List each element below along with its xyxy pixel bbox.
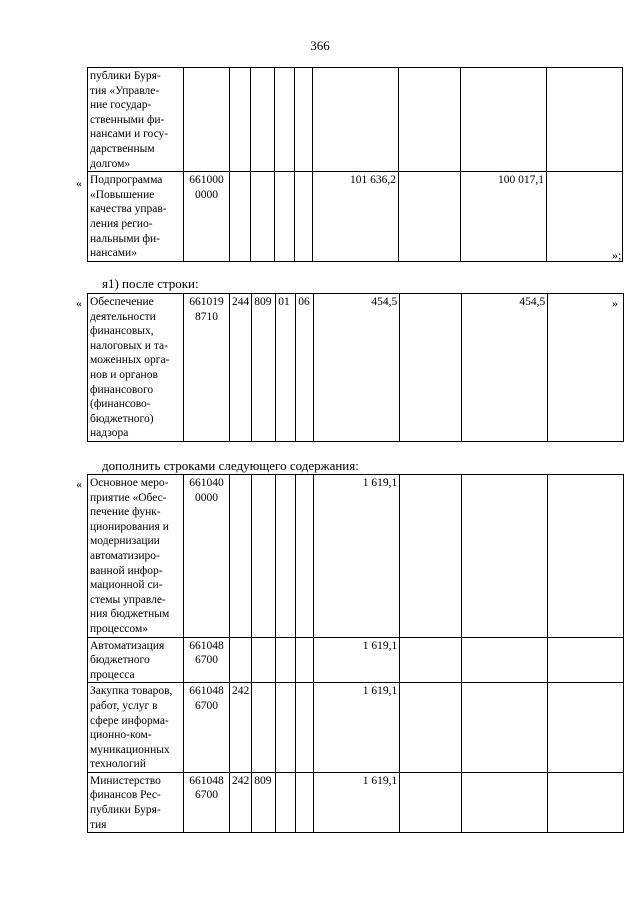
row-empty-cell — [548, 637, 624, 683]
name_lines-line: ванной инфор- — [90, 564, 163, 577]
row-value-2-cell: 100 017,1 — [461, 172, 547, 262]
row-empty-cell — [400, 294, 462, 442]
code_lines-line: 6700 — [195, 699, 218, 712]
name_lines-line: печение функ- — [90, 506, 161, 519]
name_lines-line: качества управ- — [90, 203, 167, 216]
row-c2-cell: 809 — [252, 294, 276, 442]
name_lines-line: нансами» — [90, 247, 137, 260]
row-value-2-cell — [462, 475, 548, 638]
code_lines-line: 6700 — [195, 789, 218, 802]
name_lines-line: дарственным — [90, 142, 155, 155]
table-row — [88, 637, 624, 683]
row-c1-cell — [230, 68, 251, 172]
name_lines-line: бюджетного) — [90, 412, 154, 425]
row-c4-cell — [296, 637, 314, 683]
row-name-cell — [88, 294, 184, 442]
quote-close-semicolon: »; — [612, 248, 622, 262]
table-row — [88, 475, 624, 638]
row-name-cell — [88, 772, 184, 832]
row-name-cell — [88, 68, 184, 172]
name_lines-line: процессом» — [90, 622, 148, 635]
name_lines-line: ние государ- — [90, 99, 152, 112]
code_lines-line: 661019 — [189, 296, 224, 308]
row-value-1-cell: 1 619,1 — [314, 683, 400, 773]
row-c4-cell — [295, 172, 313, 262]
row-c3-cell — [275, 68, 295, 172]
code_lines-line: 661040 — [189, 477, 224, 489]
code_lines-line: 8710 — [195, 310, 218, 323]
code_lines-line: 661048 — [189, 639, 224, 652]
name_lines-line: работ, услуг в — [90, 699, 158, 712]
name_lines-line: муникационных — [90, 743, 170, 756]
row-value-2-cell — [462, 683, 548, 773]
row-empty-cell — [547, 68, 623, 172]
row-c3-cell — [276, 683, 296, 773]
row-c4-cell — [296, 683, 314, 773]
after-row-text: я1) после строки: — [102, 276, 199, 291]
quote-open-2: « — [76, 296, 82, 310]
row-c3-cell — [275, 172, 295, 262]
name_lines-line: ционно-ком- — [90, 729, 152, 742]
row-name-cell — [88, 637, 184, 683]
name_lines-line: сфере информа- — [90, 714, 169, 727]
name_lines-line: мационной си- — [90, 579, 163, 592]
code_lines-line: 661000 — [189, 174, 224, 187]
name_lines-line: Закупка товаров, — [90, 685, 173, 698]
row-value-1-cell: 1 619,1 — [314, 475, 400, 638]
table-row — [88, 683, 624, 773]
name_lines-line: автоматизиро- — [90, 549, 160, 562]
row-c3-cell: 01 — [276, 294, 296, 442]
add-rows-text: дополнить строками следующего содержания: — [102, 458, 359, 473]
row-value-2-cell: 454,5 — [462, 294, 548, 442]
table-row — [88, 294, 624, 442]
name_lines-line: моженных орга- — [90, 354, 170, 367]
row-c2-cell — [251, 68, 275, 172]
name_lines-line: ления регио- — [90, 217, 153, 230]
row-c4-cell — [296, 772, 314, 832]
row-c1-cell: 244 — [230, 294, 252, 442]
row-code-cell — [184, 772, 230, 832]
name_lines-line: нансами и госу- — [90, 128, 169, 141]
row-c2-cell — [252, 637, 276, 683]
row-c1-cell: 242 — [230, 683, 252, 773]
row-value-2-cell — [462, 772, 548, 832]
name_lines-line: налоговых и та- — [90, 339, 168, 352]
row-empty-cell — [548, 683, 624, 773]
row-empty-cell — [548, 475, 624, 638]
row-value-1-cell: 101 636,2 — [313, 172, 399, 262]
name_lines-line: Министерство — [90, 774, 161, 787]
row-empty-cell — [399, 68, 461, 172]
budget-table-1 — [87, 67, 623, 262]
row-code-cell — [184, 172, 230, 262]
row-value-1-cell: 454,5 — [314, 294, 400, 442]
name_lines-line: деятельности — [90, 310, 156, 323]
row-value-2-cell — [461, 68, 547, 172]
row-empty-cell — [400, 772, 462, 832]
name_lines-line: долгом» — [90, 157, 131, 170]
name_lines-line: тия «Управле- — [90, 84, 160, 97]
name_lines-line: Обеспечение — [90, 296, 154, 308]
row-c4-cell — [295, 68, 313, 172]
quote-close-2: » — [612, 296, 618, 310]
row-value-2-cell — [462, 637, 548, 683]
name_lines-line: «Повышение — [90, 188, 155, 201]
page-number: 366 — [310, 38, 330, 53]
row-c2-cell — [252, 475, 276, 638]
name_lines-line: нальными фи- — [90, 232, 160, 245]
row-name-cell — [88, 683, 184, 773]
name_lines-line: публики Буря- — [90, 70, 161, 82]
name_lines-line: (финансово- — [90, 398, 151, 411]
name_lines-line: надзора — [90, 427, 129, 440]
row-empty-cell — [400, 475, 462, 638]
row-name-cell — [88, 475, 184, 638]
budget-table-3 — [87, 474, 624, 833]
row-value-1-cell: 1 619,1 — [314, 637, 400, 683]
table-row — [88, 68, 623, 172]
name_lines-line: ния бюджетным — [90, 608, 170, 621]
row-empty-cell — [400, 683, 462, 773]
code_lines-line: 0000 — [195, 491, 218, 504]
code_lines-line: 661048 — [189, 774, 224, 787]
name_lines-line: публики Буря- — [90, 804, 161, 817]
name_lines-line: процесса — [90, 668, 135, 681]
budget-table-2 — [87, 293, 624, 442]
name_lines-line: стемы управле- — [90, 593, 166, 606]
name_lines-line: ционирования и — [90, 520, 169, 533]
name_lines-line: финансового — [90, 383, 154, 396]
row-c2-cell: 809 — [252, 772, 276, 832]
row-code-cell — [184, 475, 230, 638]
row-code-cell — [184, 68, 230, 172]
row-code-cell — [184, 683, 230, 773]
row-empty-cell — [548, 772, 624, 832]
row-c4-cell — [296, 475, 314, 638]
row-c1-cell — [230, 637, 252, 683]
quote-open-1: « — [76, 176, 82, 190]
table-row — [88, 772, 624, 832]
name_lines-line: Подпрограмма — [90, 174, 163, 187]
row-c1-cell — [230, 475, 252, 638]
table-row — [88, 172, 623, 262]
row-empty-cell — [400, 637, 462, 683]
name_lines-line: Автоматизация — [90, 639, 165, 652]
row-c1-cell: 242 — [230, 772, 252, 832]
name_lines-line: бюджетного — [90, 654, 150, 667]
row-empty-cell — [548, 294, 624, 442]
row-name-cell — [88, 172, 184, 262]
row-code-cell — [184, 294, 230, 442]
row-c3-cell — [276, 475, 296, 638]
row-c2-cell — [251, 172, 275, 262]
row-code-cell — [184, 637, 230, 683]
name_lines-line: тия — [90, 818, 107, 831]
code_lines-line: 0000 — [195, 188, 218, 201]
row-c3-cell — [276, 637, 296, 683]
name_lines-line: Основное меро- — [90, 477, 169, 489]
name_lines-line: приятие «Обес- — [90, 491, 167, 504]
row-c3-cell — [276, 772, 296, 832]
name_lines-line: модернизации — [90, 535, 160, 548]
row-c4-cell: 06 — [296, 294, 314, 442]
quote-open-3: « — [76, 477, 82, 491]
row-empty-cell — [399, 172, 461, 262]
code_lines-line: 661048 — [189, 685, 224, 698]
name_lines-line: ственными фи- — [90, 113, 165, 126]
code_lines-line: 6700 — [195, 654, 218, 667]
name_lines-line: нов и органов — [90, 368, 158, 381]
row-c2-cell — [252, 683, 276, 773]
row-value-1-cell — [313, 68, 399, 172]
name_lines-line: финансов Рес- — [90, 789, 161, 802]
name_lines-line: финансовых, — [90, 325, 154, 338]
name_lines-line: технологий — [90, 758, 146, 771]
row-value-1-cell: 1 619,1 — [314, 772, 400, 832]
row-c1-cell — [230, 172, 251, 262]
